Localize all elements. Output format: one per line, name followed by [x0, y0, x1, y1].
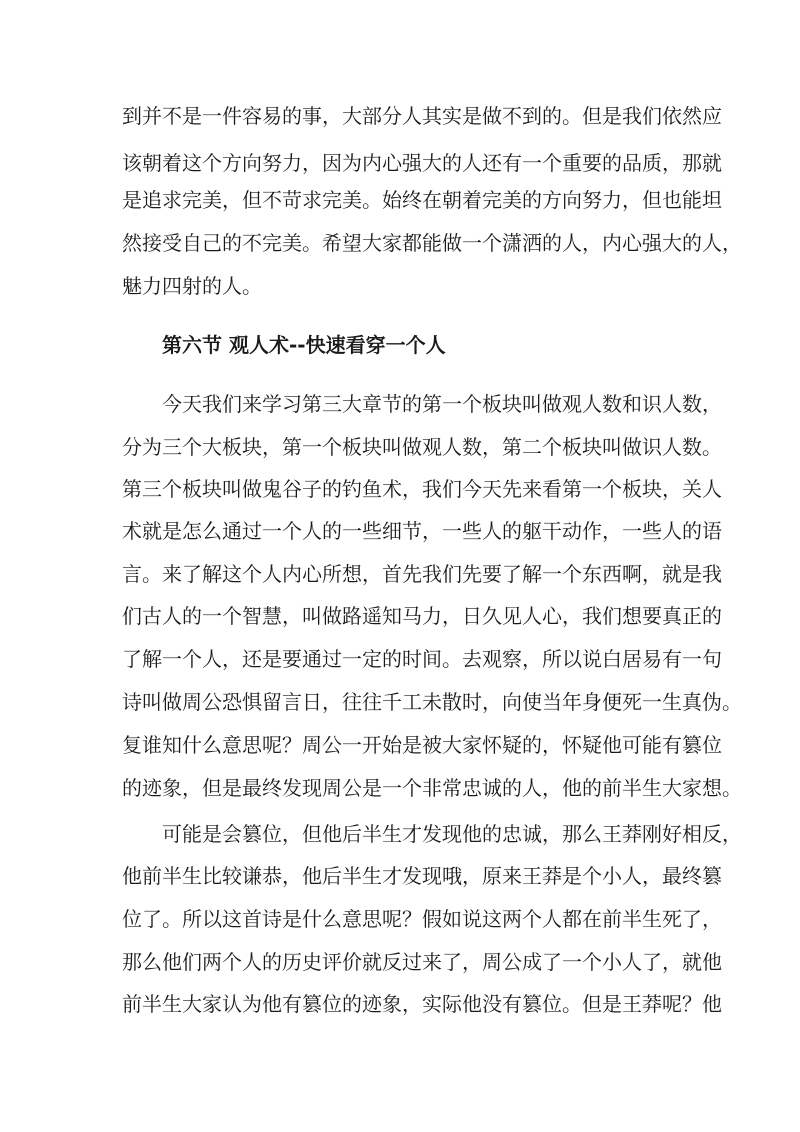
- text-line: 诗叫做周公恐惧留言日，往往千工未散时，向使当年身便死一生真伪。: [122, 690, 742, 714]
- section-heading: 第六节 观人术--快速看穿一个人: [162, 333, 446, 357]
- text-line: 复谁知什么意思呢？周公一开始是被大家怀疑的，怀疑他可能有篡位: [122, 733, 722, 757]
- text-line: 然接受自己的不完美。希望大家都能做一个潇洒的人，内心强大的人，: [122, 231, 742, 255]
- text-line: 们古人的一个智慧，叫做路遥知马力，日久见人心，我们想要真正的: [122, 604, 722, 628]
- text-line: 那么他们两个人的历史评价就反过来了，周公成了一个小人了，就他: [122, 950, 722, 974]
- text-line: 的迹象，但是最终发现周公是一个非常忠诚的人，他的前半生大家想。: [122, 776, 742, 800]
- text-line: 今天我们来学习第三大章节的第一个板块叫做观人数和识人数，: [162, 392, 722, 416]
- text-line: 到并不是一件容易的事，大部分人其实是做不到的。但是我们依然应: [122, 104, 722, 128]
- text-line: 第三个板块叫做鬼谷子的钓鱼术，我们今天先来看第一个板块，关人: [122, 477, 722, 501]
- text-line: 他前半生比较谦恭，他后半生才发现哦，原来王莽是个小人，最终篡: [122, 864, 722, 888]
- text-line: 前半生大家认为他有篡位的迹象，实际他没有篡位。但是王莽呢？他: [122, 992, 722, 1016]
- text-line: 分为三个大板块，第一个板块叫做观人数，第二个板块叫做识人数。: [122, 435, 722, 459]
- text-line: 魅力四射的人。: [122, 274, 262, 298]
- text-line: 言。来了解这个人内心所想，首先我们先要了解一个东西啊，就是我: [122, 562, 722, 586]
- text-line: 了解一个人，还是要通过一定的时间。去观察，所以说白居易有一句: [122, 647, 722, 671]
- text-line: 术就是怎么通过一个人的一些细节，一些人的躯干动作，一些人的语: [122, 519, 722, 543]
- text-line: 位了。所以这首诗是什么意思呢？假如说这两个人都在前半生死了，: [122, 907, 722, 931]
- text-line: 可能是会篡位，但他后半生才发现他的忠诚，那么王莽刚好相反，: [162, 822, 742, 846]
- text-line: 该朝着这个方向努力，因为内心强大的人还有一个重要的品质，那就: [122, 151, 722, 175]
- text-line: 是追求完美，但不苛求完美。始终在朝着完美的方向努力，但也能坦: [122, 188, 722, 212]
